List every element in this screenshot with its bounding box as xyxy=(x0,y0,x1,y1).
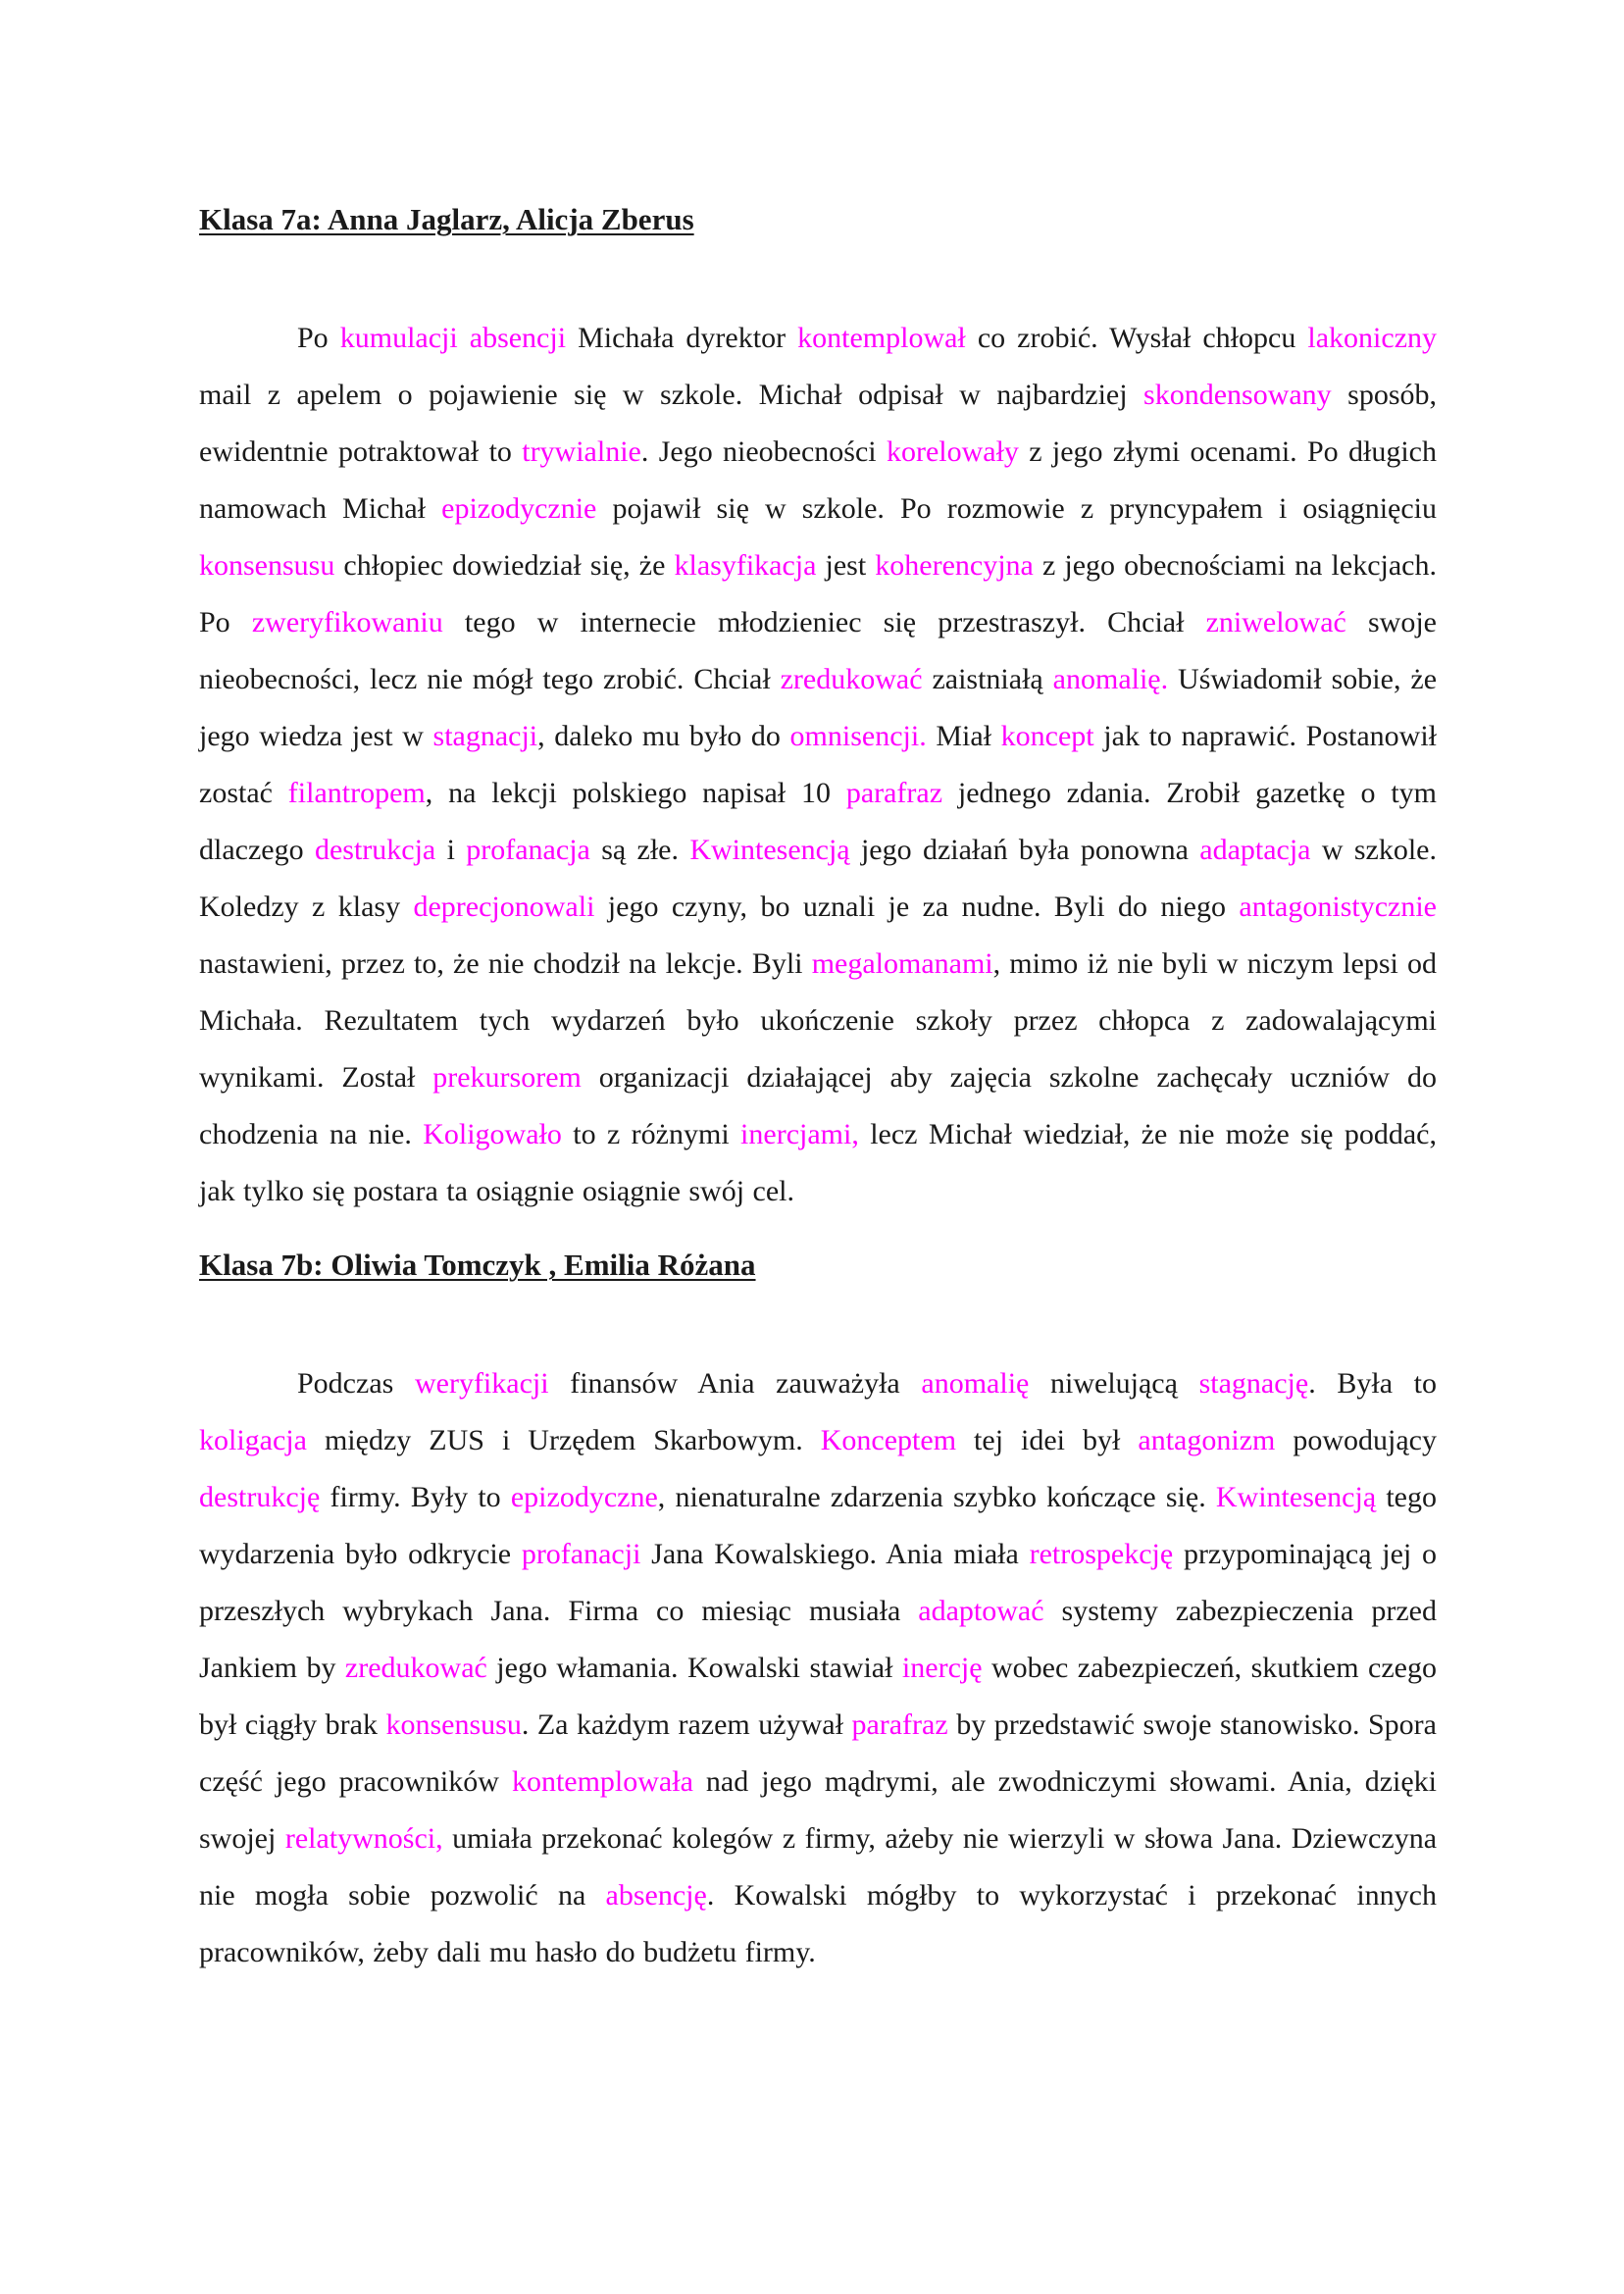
paragraph-text: zaistniałą xyxy=(922,663,1053,695)
highlighted-term: zredukować xyxy=(344,1652,487,1684)
highlighted-term: kumulacji absencji xyxy=(339,322,567,354)
highlighted-term: korelowały xyxy=(886,435,1019,468)
highlighted-term: konsensusu xyxy=(385,1708,522,1741)
highlighted-term: inercjami, xyxy=(740,1118,859,1150)
highlighted-term: megalomanami xyxy=(811,947,993,980)
highlighted-term: antagonizm xyxy=(1138,1424,1276,1456)
paragraph-text: lecz Michał wiedział, że nie może się poddać, jak tylko się postara ta osiągnie osiągnie swój cel. xyxy=(199,1118,1437,1207)
paragraph-text: jego czyny, bo uznali je za nudne. Byli do niego xyxy=(594,891,1240,923)
section-7a xyxy=(199,186,1437,1220)
paragraph-text: z jego złymi ocenami. Po długich namowach Michał xyxy=(199,435,1437,525)
highlighted-term: filantropem xyxy=(287,777,426,809)
highlighted-term: antagonistycznie xyxy=(1239,891,1437,923)
paragraph-text: w szkole. Koledzy z klasy xyxy=(199,834,1437,923)
highlighted-term: destrukcję xyxy=(199,1481,321,1513)
paragraph-text: mail z apelem o pojawienie się w szkole. Michał odpisał w najbardziej xyxy=(199,379,1144,411)
paragraph-text: jego działań była ponowna xyxy=(849,834,1200,866)
highlighted-term: omnisencji. xyxy=(789,720,927,752)
section-heading-7a: Klasa 7a: Anna Jaglarz, Alicja Zberus xyxy=(199,202,694,236)
paragraph-text: Podczas xyxy=(297,1367,415,1400)
paragraph-text: nastawieni, przez to, że nie chodził na lekcje. Byli xyxy=(199,947,812,980)
paragraph-text: Jana Kowalskiego. Ania miała xyxy=(640,1538,1030,1570)
highlighted-term: kontemplował xyxy=(797,322,966,354)
paragraph-text: Michała dyrektor xyxy=(566,322,798,354)
document-page xyxy=(199,186,1437,1981)
highlighted-term: retrospekcję xyxy=(1029,1538,1174,1570)
paragraph-text: , daleko mu było do xyxy=(537,720,790,752)
paragraph-text: co zrobić. Wysłał chłopcu xyxy=(965,322,1308,354)
highlighted-term: epizodycznie xyxy=(441,492,597,525)
highlighted-term: skondensowany xyxy=(1143,379,1332,411)
paragraph-text: , nienaturalne zdarzenia szybko kończące się. xyxy=(657,1481,1216,1513)
paragraph-text: wobec zabezpieczeń, skutkiem czego był ciągły brak xyxy=(199,1652,1437,1741)
paragraph-text: jego włamania. Kowalski stawiał xyxy=(486,1652,902,1684)
paragraph-text: . Jego nieobecności xyxy=(640,435,887,468)
highlighted-term: zweryfikowaniu xyxy=(251,606,443,638)
paragraph-text: by przedstawić swoje stanowisko. Spora część jego pracowników xyxy=(199,1708,1437,1798)
paragraph-text: tego w internecie młodzieniec się przestraszył. Chciał xyxy=(442,606,1206,638)
paragraph-text: umiała przekonać kolegów z firmy, ażeby nie wierzyli w słowa Jana. Dziewczyna nie mogła sobie pozwolić na xyxy=(199,1822,1438,1912)
paragraph-text: , mimo iż nie byli w niczym lepsi od Michała. Rezultatem tych wydarzeń było ukończenie szkoły przez chłopca z zadowalającymi wynikami. Został xyxy=(199,947,1437,1094)
highlighted-term: prekursorem xyxy=(432,1061,582,1094)
highlighted-term: klasyfikacja xyxy=(674,549,817,582)
section-heading-7b: Klasa 7b: Oliwia Tomczyk , Emilia Różana xyxy=(199,1248,756,1282)
paragraph-text: przypominającą jej o przeszłych wybrykach Jana. Firma co miesiąc musiała xyxy=(199,1538,1437,1627)
paragraph-text: Uświadomił sobie, że jego wiedza jest w xyxy=(199,663,1438,752)
paragraph-text: finansów Ania zauważyła xyxy=(548,1367,922,1400)
highlighted-term: kontemplowała xyxy=(511,1765,693,1798)
paragraph-text: to z różnymi xyxy=(561,1118,741,1150)
highlighted-term: Koligowało xyxy=(423,1118,562,1150)
paragraph-text: i xyxy=(435,834,467,866)
highlighted-term: koherencyjna xyxy=(875,549,1034,582)
highlighted-term: adaptacja xyxy=(1199,834,1311,866)
paragraph-text: niwelującą xyxy=(1029,1367,1199,1400)
paragraph-text: tego wydarzenia było odkrycie xyxy=(199,1481,1437,1570)
highlighted-term: relatywności, xyxy=(284,1822,443,1855)
paragraph-text: Miał xyxy=(926,720,1001,752)
highlighted-term: trywialnie xyxy=(522,435,641,468)
paragraph-text: między ZUS i Urzędem Skarbowym. xyxy=(306,1424,821,1456)
highlighted-term: parafraz xyxy=(845,777,943,809)
paragraph-text: nad jego mądrymi, ale zwodniczymi słowami. Ania, dzięki swojej xyxy=(199,1765,1438,1855)
highlighted-term: koncept xyxy=(1000,720,1094,752)
paragraph-text: Po xyxy=(297,322,340,354)
paragraph-text: sposób, ewidentnie potraktował to xyxy=(199,379,1437,468)
paragraph-text: tej idei był xyxy=(956,1424,1139,1456)
highlighted-term: weryfikacji xyxy=(414,1367,549,1400)
paragraph-text: . Kowalski mógłby to wykorzystać i przekonać innych pracowników, żeby dali mu hasło do budżetu firmy. xyxy=(199,1879,1437,1968)
paragraph-text: . Była to xyxy=(1308,1367,1438,1400)
highlighted-term: Konceptem xyxy=(820,1424,957,1456)
highlighted-term: adaptować xyxy=(918,1595,1044,1627)
highlighted-term: Kwintesencją xyxy=(689,834,850,866)
paragraph-text: , na lekcji polskiego napisał 10 xyxy=(425,777,846,809)
paragraph-text: jest xyxy=(816,549,876,582)
section-7b xyxy=(199,1232,1437,1981)
paragraph-text: jednego zdania. Zrobił gazetkę o tym dlaczego xyxy=(199,777,1438,866)
paragraph-7b xyxy=(199,1355,1437,1981)
paragraph-text: z jego obecnościami na lekcjach. Po xyxy=(199,549,1437,638)
highlighted-term: profanacja xyxy=(466,834,590,866)
highlighted-term: koligacja xyxy=(199,1424,307,1456)
highlighted-term: absencję xyxy=(605,1879,707,1912)
highlighted-term: zniwelować xyxy=(1205,606,1346,638)
paragraph-text: są złe. xyxy=(589,834,690,866)
highlighted-term: deprecjonowali xyxy=(413,891,595,923)
paragraph-text: systemy zabezpieczenia przed Jankiem by xyxy=(199,1595,1437,1684)
paragraph-text: organizacji działającej aby zajęcia szkolne zachęcały uczniów do chodzenia na nie. xyxy=(199,1061,1437,1150)
highlighted-term: parafraz xyxy=(851,1708,948,1741)
highlighted-term: inercję xyxy=(901,1652,983,1684)
paragraph-text: powodujący xyxy=(1275,1424,1437,1456)
highlighted-term: zredukować xyxy=(780,663,923,695)
paragraph-text: swoje nieobecności, lecz nie mógł tego zrobić. Chciał xyxy=(199,606,1437,695)
highlighted-term: destrukcja xyxy=(314,834,436,866)
paragraph-text: chłopiec dowiedział się, że xyxy=(334,549,675,582)
highlighted-term: lakoniczny xyxy=(1307,322,1438,354)
highlighted-term: anomalię. xyxy=(1052,663,1169,695)
paragraph-text: pojawił się w szkole. Po rozmowie z pryncypałem i osiągnięciu xyxy=(596,492,1438,525)
highlighted-term: Kwintesencją xyxy=(1215,1481,1377,1513)
paragraph-text: . Za każdym razem używał xyxy=(521,1708,852,1741)
highlighted-term: konsensusu xyxy=(199,549,335,582)
highlighted-term: anomalię xyxy=(921,1367,1030,1400)
highlighted-term: stagnacji xyxy=(432,720,538,752)
highlighted-term: stagnację xyxy=(1198,1367,1309,1400)
paragraph-text: firmy. Były to xyxy=(320,1481,511,1513)
paragraph-text: jak to naprawić. Postanowił zostać xyxy=(199,720,1437,809)
paragraph-7a xyxy=(199,310,1437,1220)
highlighted-term: profanacji xyxy=(521,1538,641,1570)
highlighted-term: epizodyczne xyxy=(510,1481,658,1513)
